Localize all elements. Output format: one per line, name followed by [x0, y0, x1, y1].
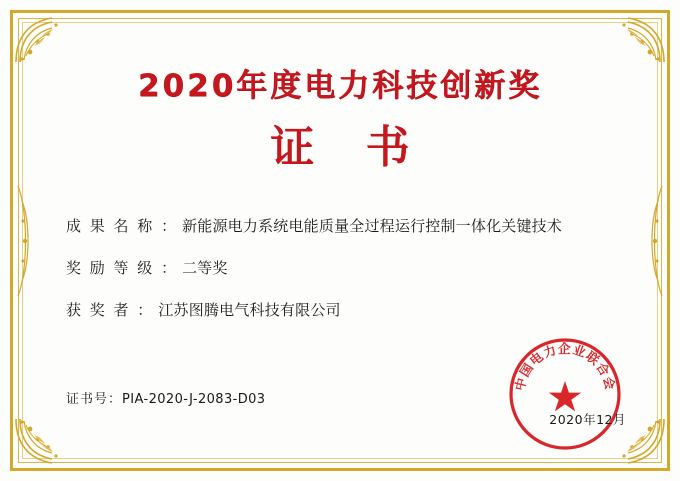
serial-value: PIA-2020-J-2083-D03	[122, 392, 266, 407]
certificate-subtitle: 证 书	[270, 122, 428, 173]
field-row-award-level	[66, 257, 630, 278]
field-value: 江苏图腾电气科技有限公司	[158, 301, 341, 319]
field-value: 新能源电力系统电能质量全过程运行控制一体化关键技术	[182, 217, 563, 235]
field-value: 二等奖	[182, 259, 228, 277]
svg-text:中国电力企业联合会: 中国电力企业联合会	[511, 341, 619, 392]
field-row-awardee	[66, 299, 630, 320]
certificate-date: 2020年12月	[549, 412, 626, 427]
certificate-fields	[34, 215, 646, 320]
certificate-title: 2020年度电力科技创新奖	[137, 68, 543, 104]
official-seal-stamp	[506, 335, 624, 453]
field-label: 成 果 名 称 ：	[66, 217, 179, 235]
field-label: 奖 励 等 级 ：	[66, 259, 179, 277]
field-row-achievement-name	[66, 215, 630, 236]
certificate-serial-number	[66, 388, 265, 407]
field-label: 获 奖 者 ：	[66, 301, 155, 319]
serial-label: 证书号：	[66, 392, 123, 407]
